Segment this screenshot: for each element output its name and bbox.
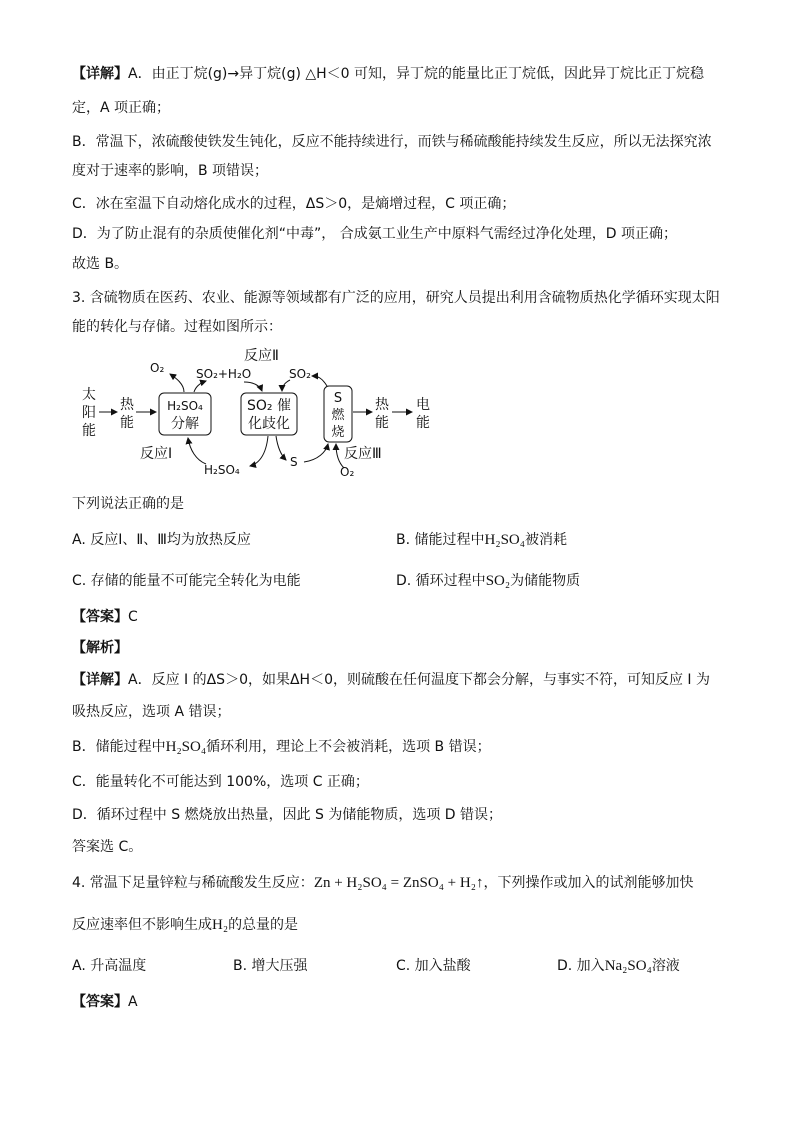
q4-option-b[interactable]: B. 增大压强	[233, 958, 308, 974]
h2so4-formula: H₂SO₄	[165, 739, 207, 755]
heat2-label-2: 能	[375, 415, 389, 431]
q3-option-c[interactable]: C. 存储的能量不可能完全转化为电能	[72, 573, 301, 589]
h2-formula: H₂	[212, 917, 229, 933]
box3-line2: 燃	[331, 408, 345, 423]
heat1-label-2: 能	[120, 415, 134, 431]
q3-cycle-diagram	[72, 346, 452, 482]
q3-option-a[interactable]: A. 反应Ⅰ、Ⅱ、Ⅲ均为放热反应	[72, 532, 251, 548]
h2so4-formula: H₂SO₄	[484, 532, 525, 548]
q3-analysis-tag: 【解析】	[72, 640, 128, 656]
q3-conclusion: 答案选 C。	[72, 839, 143, 855]
arrow-h2so4-box1	[188, 438, 206, 464]
solar-label-1: 太	[82, 387, 96, 403]
q3-option-d[interactable]: D. 循环过程中SO₂为储能物质	[396, 573, 581, 589]
s-bottom-label: S	[290, 455, 298, 469]
p2-detail-b-line1: B．常温下，浓硫酸使铁发生钝化，反应不能持续进行，而铁与稀硫酸能持续发生反应，所以无法探究浓	[72, 134, 712, 150]
p2-detail-c-line: C．冰在室温下自动熔化成水的过程，ΔS＞0，是熵增过程，C 项正确；	[72, 196, 516, 212]
q3-answer	[72, 607, 138, 627]
o2-bottom-label: O₂	[340, 465, 355, 479]
arrow-box2-h2so4	[250, 436, 268, 466]
answer-value: A	[128, 994, 138, 1010]
p2-detail-d-line: D．为了防止混有的杂质使催化剂“中毒”， 合成氨工业生产中原料气需经过净化处理，D 项正确；	[72, 226, 677, 242]
arrow-box2-s	[276, 436, 286, 460]
q3-option-b[interactable]: B. 储能过程中H₂SO₄被消耗	[396, 532, 567, 548]
q3-detail-a-line1: 【详解】A．反应 I 的ΔS＞0，如果ΔH＜0，则硫酸在任何温度下都会分解，与事实不符，可知反应 I 为	[72, 672, 711, 688]
q4-option-a[interactable]: A. 升高温度	[72, 958, 147, 974]
q3-stem-line2: 能的转化与存储。过程如图所示：	[72, 319, 282, 335]
q4-option-d[interactable]: D. 加入Na₂SO₄溶液	[557, 958, 680, 974]
so2-h2o-label: SO₂+H₂O	[196, 367, 252, 381]
answer-tag: 【答案】	[72, 609, 128, 625]
heat1-label-1: 热	[120, 397, 134, 413]
box3-line1: S	[333, 391, 343, 406]
heat2-label-1: 热	[375, 397, 389, 413]
box2-line1: SO₂ 催	[247, 398, 291, 414]
arrow-box3-so2	[312, 376, 327, 386]
o2-top-label: O₂	[150, 361, 165, 375]
reaction-equation: Zn + H₂SO₄ = ZnSO₄ + H₂↑	[313, 875, 484, 891]
arrow-so2-box2	[282, 380, 290, 391]
q3-detail-c-line: C．能量转化不可能达到 100%，选项 C 正确；	[72, 774, 369, 790]
answer-tag: 【答案】	[72, 994, 128, 1010]
p2-detail-a-line2: 定，A 项正确；	[72, 100, 171, 116]
solar-label-2: 阳	[82, 405, 96, 421]
arrow-so2h2o-box2	[244, 382, 262, 391]
electric-label-2: 能	[416, 415, 430, 431]
q4-answer	[72, 992, 138, 1012]
q4-stem-line1: 4. 常温下足量锌粒与稀硫酸发生反应：Zn + H₂SO₄ = ZnSO₄ + H₂↑，下列操作或加入的试剂能够加快	[72, 875, 694, 891]
na2so4-formula: Na₂SO₄	[604, 958, 652, 974]
q4-option-c[interactable]: C. 加入盐酸	[396, 958, 471, 974]
q3-detail-b-line: B．储能过程中H₂SO₄循环利用，理论上不会被消耗，选项 B 错误；	[72, 739, 491, 755]
box1-text: 分解	[171, 416, 199, 432]
q4-stem-line2: 反应速率但不影响生成H₂的总量的是	[72, 917, 299, 933]
p2-detail-a-line1: 【详解】A．由正丁烷(g)→异丁烷(g) △H＜0 可知，异丁烷的能量比正丁烷低，因此异丁烷比正丁烷稳	[72, 66, 705, 82]
p2-detail-b-line2: 度对于速率的影响，B 项错误；	[72, 163, 269, 179]
reaction-2-label: 反应Ⅱ	[244, 348, 279, 364]
reaction-3-label: 反应Ⅲ	[344, 446, 382, 462]
solar-label-3: 能	[82, 423, 96, 439]
h2so4-bottom-label: H₂SO₄	[204, 463, 240, 477]
box2-line2: 化歧化	[248, 416, 290, 432]
q3-detail-a-line2: 吸热反应，选项 A 错误；	[72, 704, 231, 720]
box3-line3: 烧	[331, 425, 345, 440]
arrow-box1-so2h2o	[194, 381, 206, 392]
so2-top-label: SO₂	[289, 367, 311, 381]
q3-question: 下列说法正确的是	[72, 496, 184, 512]
p2-conclusion: 故选 B。	[72, 256, 129, 272]
reaction-1-label: 反应Ⅰ	[140, 446, 173, 462]
box1-formula: H₂SO₄	[167, 399, 203, 413]
q3-stem-line1: 3. 含硫物质在医药、农业、能源等领域都有广泛的应用，研究人员提出利用含硫物质热化学循环实现太阳	[72, 290, 720, 306]
electric-label-1: 电	[416, 397, 430, 413]
arrow-s-box3	[304, 444, 328, 462]
answer-value: C	[128, 609, 138, 625]
arrow-box1-o2	[170, 374, 184, 392]
q3-detail-d-line: D．循环过程中 S 燃烧放出热量，因此 S 为储能物质，选项 D 错误；	[72, 807, 503, 823]
so2-formula: SO₂	[485, 573, 511, 589]
detail-tag: 【详解】	[72, 66, 128, 82]
